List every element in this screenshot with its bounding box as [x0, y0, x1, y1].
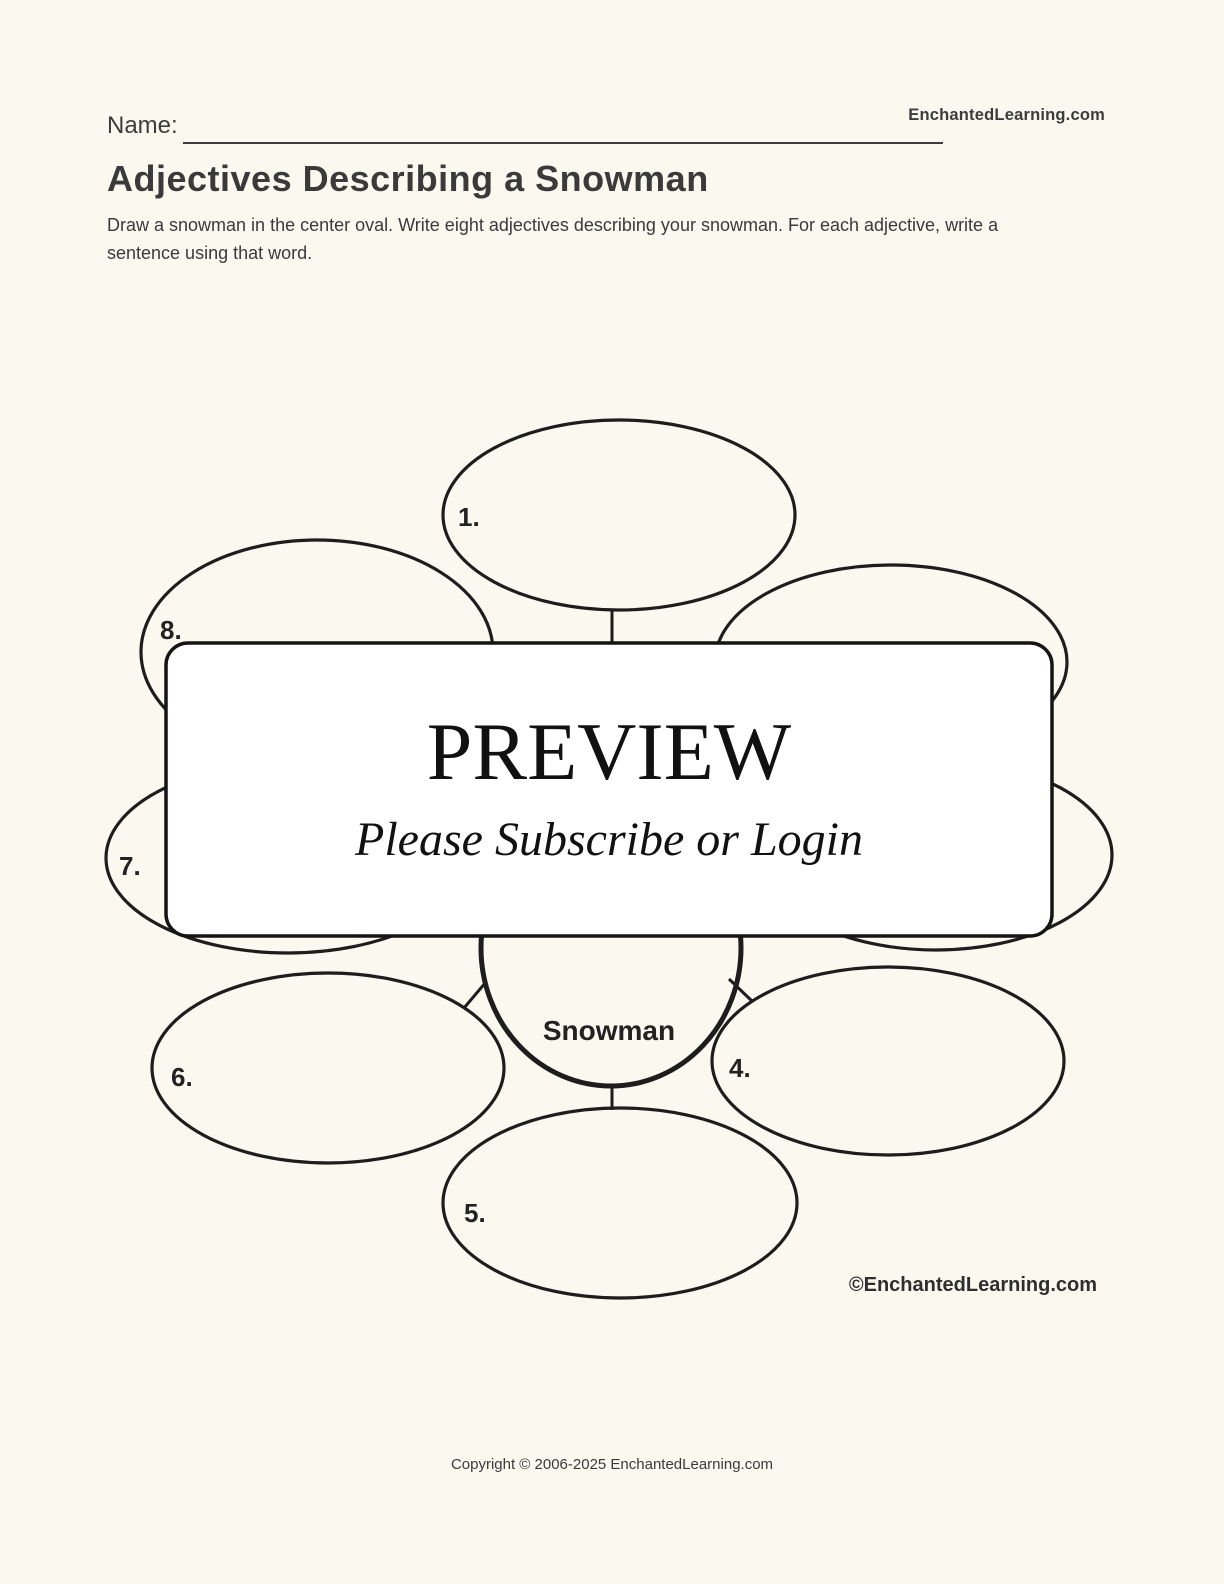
preview-subtitle: Please Subscribe or Login [355, 813, 863, 866]
oval-5 [443, 1108, 797, 1298]
oval-1-label: 1. [458, 502, 480, 532]
oval-6 [152, 973, 504, 1163]
center-oval-label: Snowman [542, 1015, 676, 1046]
oval-4 [712, 967, 1064, 1155]
oval-7-label: 7. [119, 851, 141, 881]
page-title: Adjectives Describing a Snowman [107, 158, 709, 199]
site-name: EnchantedLearning.com [908, 106, 1105, 124]
oval-6-label: 6. [171, 1062, 193, 1092]
preview-title: PREVIEW [426, 706, 792, 797]
connector-oval6 [464, 982, 486, 1008]
instructions-text: Draw a snowman in the center oval. Write eight adjectives describing your snowman. For each adjective, write a sentence using that word. [107, 215, 999, 263]
footer-copyright: Copyright © 2006-2025 EnchantedLearning.com [450, 1456, 774, 1473]
oval-4-label: 4. [729, 1053, 751, 1083]
oval-5-label: 5. [464, 1198, 486, 1228]
diagram-attribution: ©EnchantedLearning.com [848, 1274, 1097, 1296]
oval-1 [443, 420, 795, 610]
name-label: Name: [107, 112, 178, 139]
oval-8-label: 8. [160, 615, 182, 645]
